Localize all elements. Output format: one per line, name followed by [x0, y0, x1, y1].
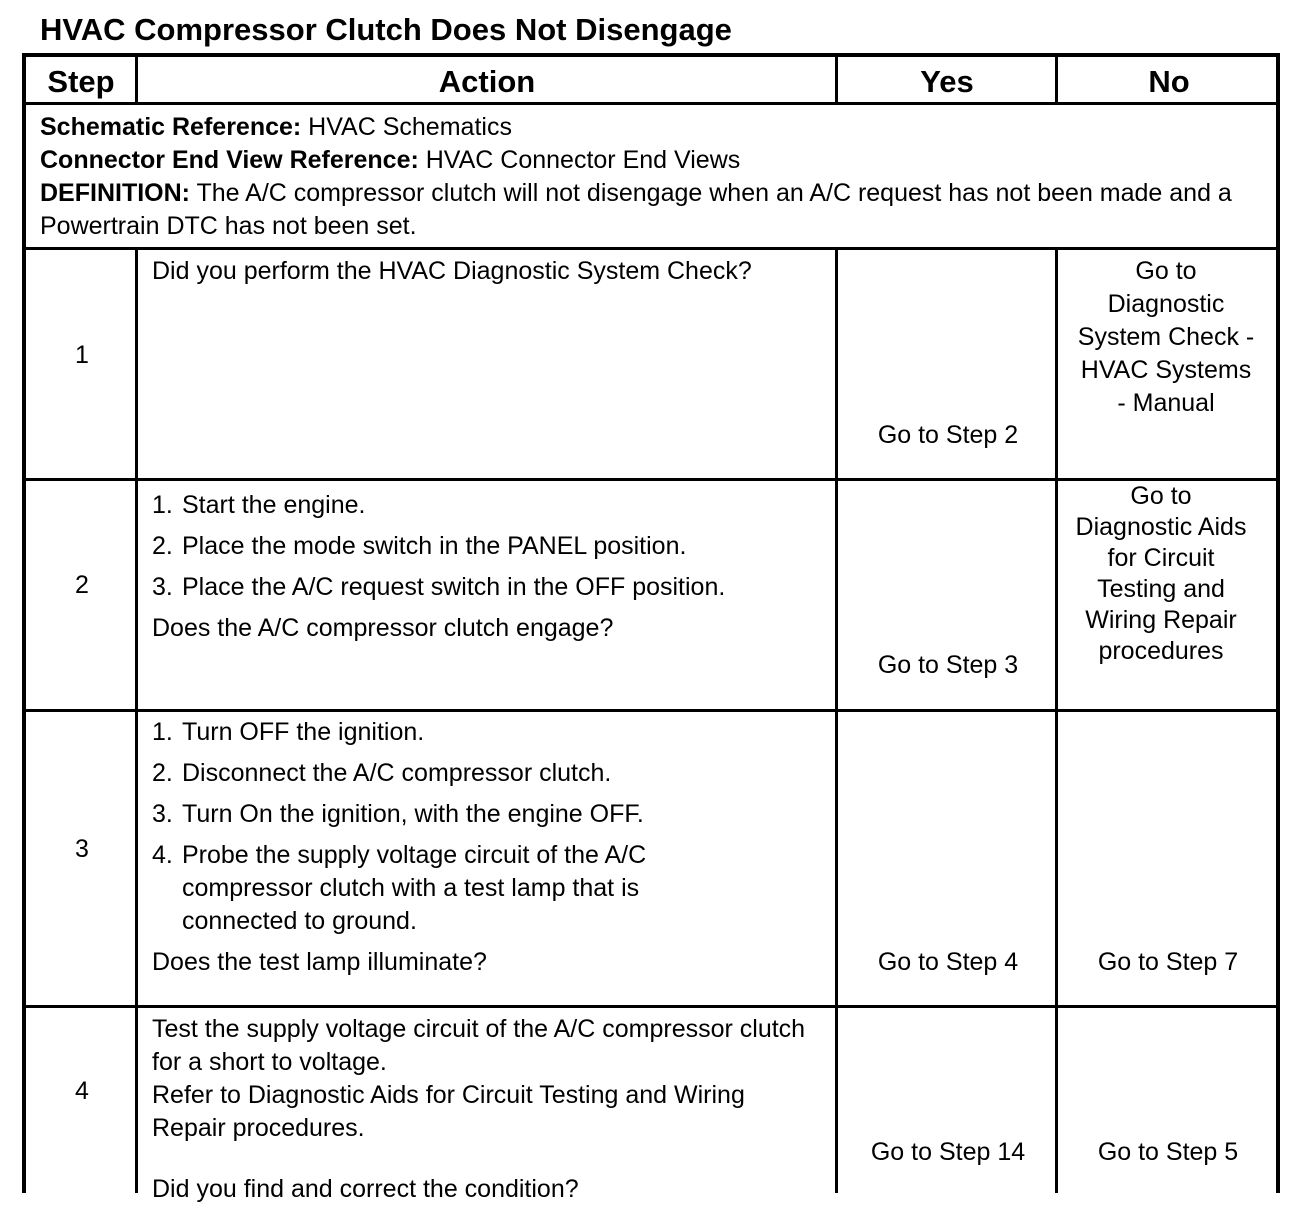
- step-text: Test the supply voltage circuit of the A/C compressor clutch for a short to voltage.: [152, 1015, 806, 1076]
- step-action: [152, 716, 722, 979]
- header-yes: Yes: [920, 64, 974, 99]
- step-action: [152, 255, 832, 288]
- schematic-reference: [40, 111, 1260, 144]
- reference-block: [40, 111, 1260, 243]
- step-question: Did you perform the HVAC Diagnostic System Check?: [152, 257, 752, 285]
- step-no: Go to Diagnostic System Check - HVAC Systems - Manual: [1077, 257, 1255, 417]
- row-divider: [26, 709, 1276, 712]
- step-question: Does the A/C compressor clutch engage?: [152, 614, 614, 642]
- step-question: Did you find and correct the condition?: [152, 1175, 579, 1203]
- row-divider: [26, 247, 1276, 250]
- step-number: 1: [75, 341, 89, 369]
- schematic-reference-label: Schematic Reference:: [40, 113, 302, 141]
- row-divider: [26, 1005, 1276, 1008]
- action-item: 3. Place the A/C request switch in the OFF position.: [152, 573, 726, 601]
- action-item: 1. Turn OFF the ignition.: [152, 718, 425, 746]
- step-number: 2: [75, 571, 89, 599]
- schematic-reference-value: HVAC Schematics: [301, 113, 512, 141]
- step-question: Does the test lamp illuminate?: [152, 948, 487, 976]
- step-no: Go to Step 7: [1097, 948, 1239, 976]
- step-yes: Go to Step 2: [877, 421, 1019, 449]
- definition: [40, 177, 1260, 243]
- action-item: 4. Probe the supply voltage circuit of the A/C compressor clutch with a test lamp that is connected to ground.: [152, 841, 647, 935]
- column-divider: [1055, 249, 1058, 1193]
- connector-reference-value: HVAC Connector End Views: [418, 146, 741, 174]
- step-no: Go to Step 5: [1097, 1138, 1239, 1166]
- step-action: [152, 1013, 822, 1206]
- step-action: [152, 485, 832, 649]
- definition-value: The A/C compressor clutch will not disengage when an A/C request has not been made and a Powertrain DTC has not been set.: [40, 179, 1232, 240]
- step-yes: Go to Step 3: [877, 651, 1019, 679]
- action-item: 2. Place the mode switch in the PANEL position.: [152, 532, 687, 560]
- action-item: 3. Turn On the ignition, with the engine OFF.: [152, 800, 644, 828]
- connector-reference: [40, 144, 1260, 177]
- step-text: Refer to Diagnostic Aids for Circuit Testing and Wiring Repair procedures.: [152, 1081, 745, 1142]
- step-no: Go to Diagnostic Aids for Circuit Testing and Wiring Repair procedures: [1075, 482, 1247, 665]
- step-number: 3: [75, 835, 89, 863]
- header-no: No: [1148, 64, 1190, 99]
- column-divider: [135, 249, 138, 1193]
- action-item: 2. Disconnect the A/C compressor clutch.: [152, 759, 612, 787]
- step-yes: Go to Step 4: [877, 948, 1019, 976]
- header-step: Step: [47, 64, 115, 99]
- page-title: HVAC Compressor Clutch Does Not Disengage: [40, 12, 732, 47]
- definition-label: DEFINITION:: [40, 179, 190, 207]
- step-yes: Go to Step 14: [870, 1138, 1026, 1166]
- step-number: 4: [75, 1077, 89, 1105]
- column-divider: [835, 249, 838, 1193]
- connector-reference-label: Connector End View Reference:: [40, 146, 419, 174]
- diagnostic-table: [22, 53, 1280, 1203]
- header-action: Action: [438, 64, 536, 99]
- action-item: 1. Start the engine.: [152, 491, 366, 519]
